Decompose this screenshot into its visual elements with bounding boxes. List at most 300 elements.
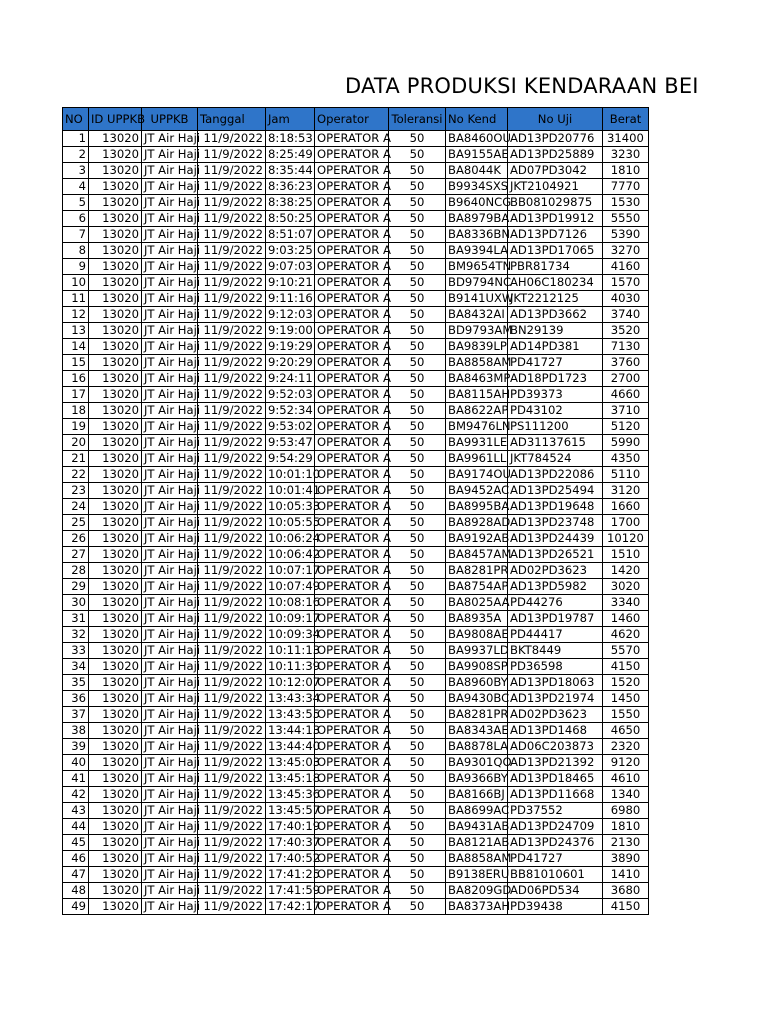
cell-tanggal[interactable]: 11/9/2022 xyxy=(198,899,266,915)
cell-berat[interactable]: 1420 xyxy=(603,563,649,579)
cell-no-uji[interactable]: AD06C203873 xyxy=(508,739,603,755)
cell-uppkb[interactable]: JT Air Haji xyxy=(142,755,198,771)
cell-no-uji[interactable]: AD13PD17065 xyxy=(508,243,603,259)
cell-no[interactable]: 13 xyxy=(63,323,89,339)
cell-no[interactable]: 27 xyxy=(63,547,89,563)
cell-toleransi[interactable]: 50 xyxy=(389,819,446,835)
cell-jam[interactable]: 9:03:25 xyxy=(266,243,315,259)
cell-tanggal[interactable]: 11/9/2022 xyxy=(198,707,266,723)
cell-tanggal[interactable]: 11/9/2022 xyxy=(198,291,266,307)
cell-no[interactable]: 42 xyxy=(63,787,89,803)
cell-uppkb[interactable]: JT Air Haji xyxy=(142,179,198,195)
cell-uppkb[interactable]: JT Air Haji xyxy=(142,291,198,307)
cell-tanggal[interactable]: 11/9/2022 xyxy=(198,451,266,467)
cell-operator[interactable]: OPERATOR A xyxy=(315,163,389,179)
cell-id-uppkb[interactable]: 13020 xyxy=(89,867,142,883)
cell-no[interactable]: 24 xyxy=(63,499,89,515)
cell-no-uji[interactable]: AD13PD24439 xyxy=(508,531,603,547)
column-header-no-kend[interactable]: No Kend xyxy=(446,108,508,131)
cell-toleransi[interactable]: 50 xyxy=(389,851,446,867)
cell-no-uji[interactable]: AD13PD23748 xyxy=(508,515,603,531)
cell-berat[interactable]: 4160 xyxy=(603,259,649,275)
cell-operator[interactable]: OPERATOR A xyxy=(315,259,389,275)
cell-jam[interactable]: 10:01:10 xyxy=(266,467,315,483)
cell-jam[interactable]: 13:43:34 xyxy=(266,691,315,707)
cell-operator[interactable]: OPERATOR A xyxy=(315,467,389,483)
cell-tanggal[interactable]: 11/9/2022 xyxy=(198,755,266,771)
cell-no-kend[interactable]: BM9476LN xyxy=(446,419,508,435)
cell-toleransi[interactable]: 50 xyxy=(389,483,446,499)
cell-jam[interactable]: 9:24:11 xyxy=(266,371,315,387)
cell-berat[interactable]: 3740 xyxy=(603,307,649,323)
cell-tanggal[interactable]: 11/9/2022 xyxy=(198,739,266,755)
cell-no-uji[interactable]: JKT784524 xyxy=(508,451,603,467)
cell-id-uppkb[interactable]: 13020 xyxy=(89,771,142,787)
cell-no[interactable]: 1 xyxy=(63,131,89,147)
cell-toleransi[interactable]: 50 xyxy=(389,195,446,211)
cell-tanggal[interactable]: 11/9/2022 xyxy=(198,723,266,739)
cell-operator[interactable]: OPERATOR A xyxy=(315,835,389,851)
cell-berat[interactable]: 4030 xyxy=(603,291,649,307)
cell-operator[interactable]: OPERATOR A xyxy=(315,707,389,723)
cell-operator[interactable]: OPERATOR A xyxy=(315,787,389,803)
cell-no[interactable]: 9 xyxy=(63,259,89,275)
cell-no-kend[interactable]: BM9654TN xyxy=(446,259,508,275)
cell-tanggal[interactable]: 11/9/2022 xyxy=(198,691,266,707)
cell-jam[interactable]: 10:05:33 xyxy=(266,499,315,515)
cell-id-uppkb[interactable]: 13020 xyxy=(89,643,142,659)
cell-no[interactable]: 21 xyxy=(63,451,89,467)
cell-no-kend[interactable]: BA9431AB xyxy=(446,819,508,835)
cell-no-uji[interactable]: PD41727 xyxy=(508,355,603,371)
cell-no-uji[interactable]: PBR81734 xyxy=(508,259,603,275)
cell-no-uji[interactable]: AD02PD3623 xyxy=(508,563,603,579)
cell-jam[interactable]: 8:35:44 xyxy=(266,163,315,179)
cell-berat[interactable]: 1700 xyxy=(603,515,649,531)
cell-id-uppkb[interactable]: 13020 xyxy=(89,259,142,275)
cell-operator[interactable]: OPERATOR A xyxy=(315,435,389,451)
cell-uppkb[interactable]: JT Air Haji xyxy=(142,883,198,899)
cell-jam[interactable]: 13:44:13 xyxy=(266,723,315,739)
cell-toleransi[interactable]: 50 xyxy=(389,179,446,195)
cell-uppkb[interactable]: JT Air Haji xyxy=(142,419,198,435)
cell-id-uppkb[interactable]: 13020 xyxy=(89,515,142,531)
cell-berat[interactable]: 1550 xyxy=(603,707,649,723)
cell-jam[interactable]: 8:38:25 xyxy=(266,195,315,211)
cell-uppkb[interactable]: JT Air Haji xyxy=(142,803,198,819)
cell-id-uppkb[interactable]: 13020 xyxy=(89,579,142,595)
cell-jam[interactable]: 10:08:16 xyxy=(266,595,315,611)
cell-operator[interactable]: OPERATOR A xyxy=(315,451,389,467)
cell-jam[interactable]: 8:50:25 xyxy=(266,211,315,227)
cell-jam[interactable]: 13:45:57 xyxy=(266,803,315,819)
cell-id-uppkb[interactable]: 13020 xyxy=(89,595,142,611)
cell-uppkb[interactable]: JT Air Haji xyxy=(142,627,198,643)
cell-tanggal[interactable]: 11/9/2022 xyxy=(198,547,266,563)
cell-toleransi[interactable]: 50 xyxy=(389,675,446,691)
cell-no-kend[interactable]: BA8878LA xyxy=(446,739,508,755)
cell-jam[interactable]: 17:42:17 xyxy=(266,899,315,915)
cell-no[interactable]: 6 xyxy=(63,211,89,227)
cell-no-uji[interactable]: AD13PD7126 xyxy=(508,227,603,243)
cell-no-uji[interactable]: AD13PD26521 xyxy=(508,547,603,563)
cell-no-kend[interactable]: BA8343AE xyxy=(446,723,508,739)
cell-berat[interactable]: 6980 xyxy=(603,803,649,819)
cell-tanggal[interactable]: 11/9/2022 xyxy=(198,483,266,499)
cell-operator[interactable]: OPERATOR A xyxy=(315,339,389,355)
cell-no[interactable]: 19 xyxy=(63,419,89,435)
cell-no-uji[interactable]: PD36598 xyxy=(508,659,603,675)
column-header-toleransi[interactable]: Toleransi xyxy=(389,108,446,131)
cell-id-uppkb[interactable]: 13020 xyxy=(89,211,142,227)
cell-no[interactable]: 43 xyxy=(63,803,89,819)
cell-id-uppkb[interactable]: 13020 xyxy=(89,899,142,915)
cell-id-uppkb[interactable]: 13020 xyxy=(89,755,142,771)
cell-berat[interactable]: 1810 xyxy=(603,819,649,835)
column-header-no[interactable]: NO xyxy=(63,108,89,131)
cell-uppkb[interactable]: JT Air Haji xyxy=(142,675,198,691)
cell-no[interactable]: 14 xyxy=(63,339,89,355)
cell-no-kend[interactable]: BA9174OU xyxy=(446,467,508,483)
cell-jam[interactable]: 9:20:29 xyxy=(266,355,315,371)
cell-jam[interactable]: 9:53:02 xyxy=(266,419,315,435)
cell-berat[interactable]: 1810 xyxy=(603,163,649,179)
cell-operator[interactable]: OPERATOR A xyxy=(315,643,389,659)
cell-no-uji[interactable]: AD02PD3623 xyxy=(508,707,603,723)
cell-no-uji[interactable]: AD13PD1468 xyxy=(508,723,603,739)
cell-toleransi[interactable]: 50 xyxy=(389,835,446,851)
cell-uppkb[interactable]: JT Air Haji xyxy=(142,371,198,387)
cell-no[interactable]: 7 xyxy=(63,227,89,243)
cell-jam[interactable]: 8:18:53 xyxy=(266,131,315,147)
cell-jam[interactable]: 10:06:24 xyxy=(266,531,315,547)
cell-operator[interactable]: OPERATOR A xyxy=(315,291,389,307)
cell-no-kend[interactable]: BA8460OU xyxy=(446,131,508,147)
cell-no[interactable]: 33 xyxy=(63,643,89,659)
cell-berat[interactable]: 1340 xyxy=(603,787,649,803)
cell-id-uppkb[interactable]: 13020 xyxy=(89,163,142,179)
cell-toleransi[interactable]: 50 xyxy=(389,227,446,243)
cell-id-uppkb[interactable]: 13020 xyxy=(89,627,142,643)
cell-uppkb[interactable]: JT Air Haji xyxy=(142,595,198,611)
cell-id-uppkb[interactable]: 13020 xyxy=(89,419,142,435)
cell-id-uppkb[interactable]: 13020 xyxy=(89,787,142,803)
cell-toleransi[interactable]: 50 xyxy=(389,371,446,387)
cell-berat[interactable]: 9120 xyxy=(603,755,649,771)
cell-tanggal[interactable]: 11/9/2022 xyxy=(198,403,266,419)
cell-uppkb[interactable]: JT Air Haji xyxy=(142,483,198,499)
cell-toleransi[interactable]: 50 xyxy=(389,259,446,275)
cell-no[interactable]: 29 xyxy=(63,579,89,595)
cell-jam[interactable]: 9:52:34 xyxy=(266,403,315,419)
cell-no-uji[interactable]: PD39373 xyxy=(508,387,603,403)
cell-operator[interactable]: OPERATOR A xyxy=(315,499,389,515)
cell-tanggal[interactable]: 11/9/2022 xyxy=(198,467,266,483)
cell-id-uppkb[interactable]: 13020 xyxy=(89,131,142,147)
cell-berat[interactable]: 1410 xyxy=(603,867,649,883)
cell-tanggal[interactable]: 11/9/2022 xyxy=(198,259,266,275)
cell-jam[interactable]: 13:45:03 xyxy=(266,755,315,771)
cell-no-uji[interactable]: AD13PD21392 xyxy=(508,755,603,771)
cell-tanggal[interactable]: 11/9/2022 xyxy=(198,307,266,323)
cell-no-kend[interactable]: BA8463MP xyxy=(446,371,508,387)
cell-jam[interactable]: 9:07:03 xyxy=(266,259,315,275)
column-header-operator[interactable]: Operator xyxy=(315,108,389,131)
cell-uppkb[interactable]: JT Air Haji xyxy=(142,851,198,867)
cell-no-kend[interactable]: B9141UXW xyxy=(446,291,508,307)
cell-operator[interactable]: OPERATOR A xyxy=(315,371,389,387)
cell-berat[interactable]: 5110 xyxy=(603,467,649,483)
cell-id-uppkb[interactable]: 13020 xyxy=(89,883,142,899)
cell-berat[interactable]: 1520 xyxy=(603,675,649,691)
cell-operator[interactable]: OPERATOR A xyxy=(315,899,389,915)
cell-no[interactable]: 23 xyxy=(63,483,89,499)
cell-no-kend[interactable]: BA8432AI xyxy=(446,307,508,323)
cell-uppkb[interactable]: JT Air Haji xyxy=(142,355,198,371)
cell-uppkb[interactable]: JT Air Haji xyxy=(142,243,198,259)
cell-id-uppkb[interactable]: 13020 xyxy=(89,499,142,515)
cell-tanggal[interactable]: 11/9/2022 xyxy=(198,803,266,819)
cell-berat[interactable]: 3270 xyxy=(603,243,649,259)
cell-uppkb[interactable]: JT Air Haji xyxy=(142,195,198,211)
cell-no-uji[interactable]: AD31137615 xyxy=(508,435,603,451)
cell-berat[interactable]: 7770 xyxy=(603,179,649,195)
cell-id-uppkb[interactable]: 13020 xyxy=(89,563,142,579)
cell-no[interactable]: 25 xyxy=(63,515,89,531)
cell-berat[interactable]: 5570 xyxy=(603,643,649,659)
cell-tanggal[interactable]: 11/9/2022 xyxy=(198,675,266,691)
cell-no-uji[interactable]: AD14PD381 xyxy=(508,339,603,355)
cell-no-kend[interactable]: BA9155AE xyxy=(446,147,508,163)
column-header-id-uppkb[interactable]: ID UPPKB xyxy=(89,108,142,131)
cell-no-kend[interactable]: BA9961LL xyxy=(446,451,508,467)
cell-id-uppkb[interactable]: 13020 xyxy=(89,387,142,403)
cell-no-uji[interactable]: AD13PD18063 xyxy=(508,675,603,691)
cell-operator[interactable]: OPERATOR A xyxy=(315,595,389,611)
cell-tanggal[interactable]: 11/9/2022 xyxy=(198,227,266,243)
cell-uppkb[interactable]: JT Air Haji xyxy=(142,835,198,851)
cell-no[interactable]: 18 xyxy=(63,403,89,419)
cell-no-kend[interactable]: BA8858AM xyxy=(446,355,508,371)
cell-jam[interactable]: 10:09:17 xyxy=(266,611,315,627)
cell-no-uji[interactable]: PD43102 xyxy=(508,403,603,419)
cell-operator[interactable]: OPERATOR A xyxy=(315,531,389,547)
cell-jam[interactable]: 17:40:37 xyxy=(266,835,315,851)
cell-id-uppkb[interactable]: 13020 xyxy=(89,291,142,307)
cell-jam[interactable]: 9:53:47 xyxy=(266,435,315,451)
cell-id-uppkb[interactable]: 13020 xyxy=(89,179,142,195)
cell-toleransi[interactable]: 50 xyxy=(389,419,446,435)
cell-no-kend[interactable]: BA8928AD xyxy=(446,515,508,531)
cell-jam[interactable]: 10:01:41 xyxy=(266,483,315,499)
cell-uppkb[interactable]: JT Air Haji xyxy=(142,563,198,579)
cell-no-uji[interactable]: BB81010601 xyxy=(508,867,603,883)
cell-no-uji[interactable]: AD13PD25889 xyxy=(508,147,603,163)
cell-jam[interactable]: 9:19:29 xyxy=(266,339,315,355)
cell-jam[interactable]: 17:40:19 xyxy=(266,819,315,835)
cell-tanggal[interactable]: 11/9/2022 xyxy=(198,835,266,851)
cell-berat[interactable]: 4660 xyxy=(603,387,649,403)
cell-operator[interactable]: OPERATOR A xyxy=(315,611,389,627)
cell-no-uji[interactable]: PS111200 xyxy=(508,419,603,435)
cell-toleransi[interactable]: 50 xyxy=(389,131,446,147)
cell-id-uppkb[interactable]: 13020 xyxy=(89,371,142,387)
cell-operator[interactable]: OPERATOR A xyxy=(315,563,389,579)
cell-operator[interactable]: OPERATOR A xyxy=(315,355,389,371)
cell-toleransi[interactable]: 50 xyxy=(389,387,446,403)
cell-no-uji[interactable]: AD13PD24709 xyxy=(508,819,603,835)
cell-toleransi[interactable]: 50 xyxy=(389,627,446,643)
cell-no-kend[interactable]: BA8457AM xyxy=(446,547,508,563)
cell-operator[interactable]: OPERATOR A xyxy=(315,275,389,291)
cell-toleransi[interactable]: 50 xyxy=(389,707,446,723)
cell-uppkb[interactable]: JT Air Haji xyxy=(142,723,198,739)
cell-no-uji[interactable]: AD13PD19912 xyxy=(508,211,603,227)
cell-no-kend[interactable]: BA8025AA xyxy=(446,595,508,611)
cell-operator[interactable]: OPERATOR A xyxy=(315,307,389,323)
cell-uppkb[interactable]: JT Air Haji xyxy=(142,787,198,803)
cell-toleransi[interactable]: 50 xyxy=(389,531,446,547)
cell-toleransi[interactable]: 50 xyxy=(389,771,446,787)
cell-no-kend[interactable]: BA9931LE xyxy=(446,435,508,451)
cell-no-kend[interactable]: BA8935A xyxy=(446,611,508,627)
cell-no-kend[interactable]: BA9394LA xyxy=(446,243,508,259)
cell-jam[interactable]: 8:36:23 xyxy=(266,179,315,195)
cell-id-uppkb[interactable]: 13020 xyxy=(89,691,142,707)
cell-no-uji[interactable]: AD07PD3042 xyxy=(508,163,603,179)
cell-no-kend[interactable]: BA8115AH xyxy=(446,387,508,403)
cell-no-uji[interactable]: AD13PD5982 xyxy=(508,579,603,595)
cell-no-uji[interactable]: PD39438 xyxy=(508,899,603,915)
cell-berat[interactable]: 1510 xyxy=(603,547,649,563)
cell-no-uji[interactable]: JKT2104921 xyxy=(508,179,603,195)
cell-toleransi[interactable]: 50 xyxy=(389,867,446,883)
cell-uppkb[interactable]: JT Air Haji xyxy=(142,403,198,419)
cell-uppkb[interactable]: JT Air Haji xyxy=(142,643,198,659)
cell-jam[interactable]: 13:43:55 xyxy=(266,707,315,723)
cell-no-kend[interactable]: BA8995BA xyxy=(446,499,508,515)
cell-id-uppkb[interactable]: 13020 xyxy=(89,451,142,467)
cell-tanggal[interactable]: 11/9/2022 xyxy=(198,659,266,675)
column-header-no-uji[interactable]: No Uji xyxy=(508,108,603,131)
cell-operator[interactable]: OPERATOR A xyxy=(315,227,389,243)
cell-no[interactable]: 20 xyxy=(63,435,89,451)
cell-id-uppkb[interactable]: 13020 xyxy=(89,243,142,259)
cell-no[interactable]: 22 xyxy=(63,467,89,483)
cell-no[interactable]: 34 xyxy=(63,659,89,675)
cell-no[interactable]: 46 xyxy=(63,851,89,867)
cell-no[interactable]: 12 xyxy=(63,307,89,323)
cell-berat[interactable]: 2700 xyxy=(603,371,649,387)
cell-tanggal[interactable]: 11/9/2022 xyxy=(198,195,266,211)
cell-tanggal[interactable]: 11/9/2022 xyxy=(198,595,266,611)
cell-jam[interactable]: 9:11:16 xyxy=(266,291,315,307)
cell-jam[interactable]: 9:19:00 xyxy=(266,323,315,339)
cell-no-kend[interactable]: BA8166BJ xyxy=(446,787,508,803)
cell-berat[interactable]: 5990 xyxy=(603,435,649,451)
cell-no[interactable]: 48 xyxy=(63,883,89,899)
column-header-berat[interactable]: Berat xyxy=(603,108,649,131)
cell-no-kend[interactable]: BA8336BN xyxy=(446,227,508,243)
cell-id-uppkb[interactable]: 13020 xyxy=(89,835,142,851)
cell-operator[interactable]: OPERATOR A xyxy=(315,403,389,419)
cell-operator[interactable]: OPERATOR A xyxy=(315,819,389,835)
cell-tanggal[interactable]: 11/9/2022 xyxy=(198,323,266,339)
cell-jam[interactable]: 10:06:42 xyxy=(266,547,315,563)
cell-no-uji[interactable]: AD13PD19787 xyxy=(508,611,603,627)
cell-uppkb[interactable]: JT Air Haji xyxy=(142,147,198,163)
cell-toleransi[interactable]: 50 xyxy=(389,883,446,899)
cell-id-uppkb[interactable]: 13020 xyxy=(89,227,142,243)
cell-no-uji[interactable]: AH06C180234 xyxy=(508,275,603,291)
cell-berat[interactable]: 3230 xyxy=(603,147,649,163)
cell-no[interactable]: 17 xyxy=(63,387,89,403)
cell-no[interactable]: 30 xyxy=(63,595,89,611)
cell-no[interactable]: 11 xyxy=(63,291,89,307)
cell-uppkb[interactable]: JT Air Haji xyxy=(142,819,198,835)
cell-jam[interactable]: 10:09:34 xyxy=(266,627,315,643)
cell-berat[interactable]: 1570 xyxy=(603,275,649,291)
cell-toleransi[interactable]: 50 xyxy=(389,499,446,515)
cell-tanggal[interactable]: 11/9/2022 xyxy=(198,387,266,403)
cell-jam[interactable]: 10:05:55 xyxy=(266,515,315,531)
cell-operator[interactable]: OPERATOR A xyxy=(315,771,389,787)
cell-id-uppkb[interactable]: 13020 xyxy=(89,467,142,483)
cell-no[interactable]: 28 xyxy=(63,563,89,579)
cell-id-uppkb[interactable]: 13020 xyxy=(89,195,142,211)
cell-jam[interactable]: 9:54:29 xyxy=(266,451,315,467)
cell-no[interactable]: 40 xyxy=(63,755,89,771)
cell-operator[interactable]: OPERATOR A xyxy=(315,515,389,531)
cell-uppkb[interactable]: JT Air Haji xyxy=(142,339,198,355)
cell-jam[interactable]: 10:11:13 xyxy=(266,643,315,659)
cell-uppkb[interactable]: JT Air Haji xyxy=(142,451,198,467)
cell-tanggal[interactable]: 11/9/2022 xyxy=(198,435,266,451)
cell-uppkb[interactable]: JT Air Haji xyxy=(142,659,198,675)
cell-jam[interactable]: 17:41:59 xyxy=(266,883,315,899)
cell-uppkb[interactable]: JT Air Haji xyxy=(142,707,198,723)
cell-jam[interactable]: 8:51:07 xyxy=(266,227,315,243)
cell-no-kend[interactable]: BA9430BC xyxy=(446,691,508,707)
cell-no-uji[interactable]: BKT8449 xyxy=(508,643,603,659)
cell-id-uppkb[interactable]: 13020 xyxy=(89,435,142,451)
cell-no-uji[interactable]: AD13PD22086 xyxy=(508,467,603,483)
cell-no-kend[interactable]: BA9937LD xyxy=(446,643,508,659)
cell-toleransi[interactable]: 50 xyxy=(389,755,446,771)
cell-no-kend[interactable]: BA9908SP xyxy=(446,659,508,675)
cell-no-uji[interactable]: AD13PD25494 xyxy=(508,483,603,499)
cell-uppkb[interactable]: JT Air Haji xyxy=(142,211,198,227)
cell-no-kend[interactable]: BA9839LP xyxy=(446,339,508,355)
cell-uppkb[interactable]: JT Air Haji xyxy=(142,323,198,339)
cell-no[interactable]: 26 xyxy=(63,531,89,547)
cell-tanggal[interactable]: 11/9/2022 xyxy=(198,531,266,547)
cell-uppkb[interactable]: JT Air Haji xyxy=(142,691,198,707)
cell-toleransi[interactable]: 50 xyxy=(389,563,446,579)
cell-tanggal[interactable]: 11/9/2022 xyxy=(198,371,266,387)
cell-id-uppkb[interactable]: 13020 xyxy=(89,275,142,291)
cell-jam[interactable]: 17:40:52 xyxy=(266,851,315,867)
cell-id-uppkb[interactable]: 13020 xyxy=(89,403,142,419)
cell-uppkb[interactable]: JT Air Haji xyxy=(142,867,198,883)
cell-no[interactable]: 16 xyxy=(63,371,89,387)
cell-no-kend[interactable]: BA8858AM xyxy=(446,851,508,867)
cell-no-kend[interactable]: BA8960BY xyxy=(446,675,508,691)
cell-jam[interactable]: 10:12:07 xyxy=(266,675,315,691)
cell-jam[interactable]: 13:45:36 xyxy=(266,787,315,803)
cell-uppkb[interactable]: JT Air Haji xyxy=(142,515,198,531)
column-header-tanggal[interactable]: Tanggal xyxy=(198,108,266,131)
